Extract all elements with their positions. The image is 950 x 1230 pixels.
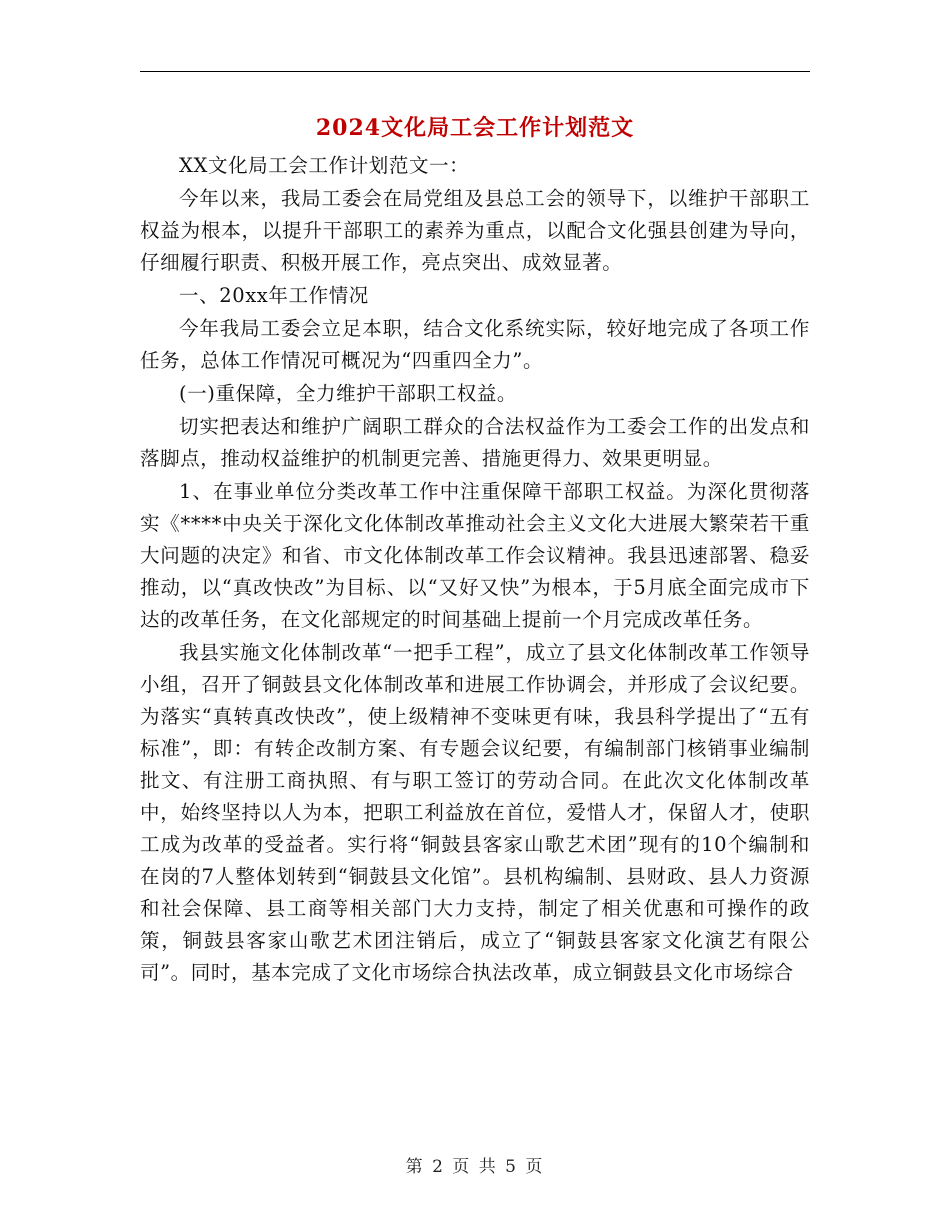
subsection-heading: (一)重保障，全力维护干部职工权益。 bbox=[179, 382, 518, 405]
header-rule bbox=[140, 71, 810, 72]
page-number: 第 2 页 共 5 页 bbox=[405, 1157, 545, 1177]
document-title: 2024文化局工会工作计划范文 bbox=[315, 115, 635, 141]
section-heading: 一、20xx年工作情况 bbox=[179, 284, 369, 307]
paragraph: 1、在事业单位分类改革工作中注重保障干部职工权益。为深化贯彻落实《****中央关于深化文化体制改革推动社会主义文化大进展大繁荣若干重大问题的决定》和省、市文化体制改革工作会议精神。我县迅速部署、稳妥推动，以“真改快改”为目标、以“又好又快”为根本，于5月底全面完成市下达的改革任务，在文化部规定的时间基础上提前一个月完成改革任务。 bbox=[140, 480, 810, 631]
paragraph: XX文化局工会工作计划范文一： bbox=[179, 154, 470, 177]
paragraph: 切实把表达和维护广阔职工群众的合法权益作为工委会工作的出发点和落脚点，推动权益维护的机制更完善、措施更得力、效果更明显。 bbox=[140, 415, 810, 470]
paragraph: 我县实施文化体制改革“一把手工程”，成立了县文化体制改革工作领导小组，召开了铜鼓县文化体制改革和进展工作协调会，并形成了会议纪要。为落实“真转真改快改”，使上级精神不变味更有味，我县科学提出了“五有标准”，即：有转企改制方案、有专题会议纪要，有编制部门核销事业编制批文、有注册工商执照、有与职工签订的劳动合同。在此次文化体制改革中，始终坚持以人为本，把职工利益放在首位，爱惜人才，保留人才，使职工成为改革的受益者。实行将“铜鼓县客家山歌艺术团”现有的10个编制和在岗的7人整体划转到“铜鼓县文化馆”。县机构编制、县财政、县人力资源和社会保障、县工商等相关部门大力支持，制定了相关优惠和可操作的政策，铜鼓县客家山歌艺术团注销后，成立了“铜鼓县客家文化演艺有限公司”。同时，基本完成了文化市场综合执法改革，成立铜鼓县文化市场综合 bbox=[140, 641, 810, 984]
document-body bbox=[140, 150, 810, 989]
paragraph: 今年我局工委会立足本职，结合文化系统实际，较好地完成了各项工作任务，总体工作情况可概况为“四重四全力”。 bbox=[140, 317, 810, 372]
paragraph: 今年以来，我局工委会在局党组及县总工会的领导下，以维护干部职工权益为根本，以提升干部职工的素养为重点，以配合文化强县创建为导向，仔细履行职责、积极开展工作，亮点突出、成效显著。 bbox=[140, 187, 810, 274]
